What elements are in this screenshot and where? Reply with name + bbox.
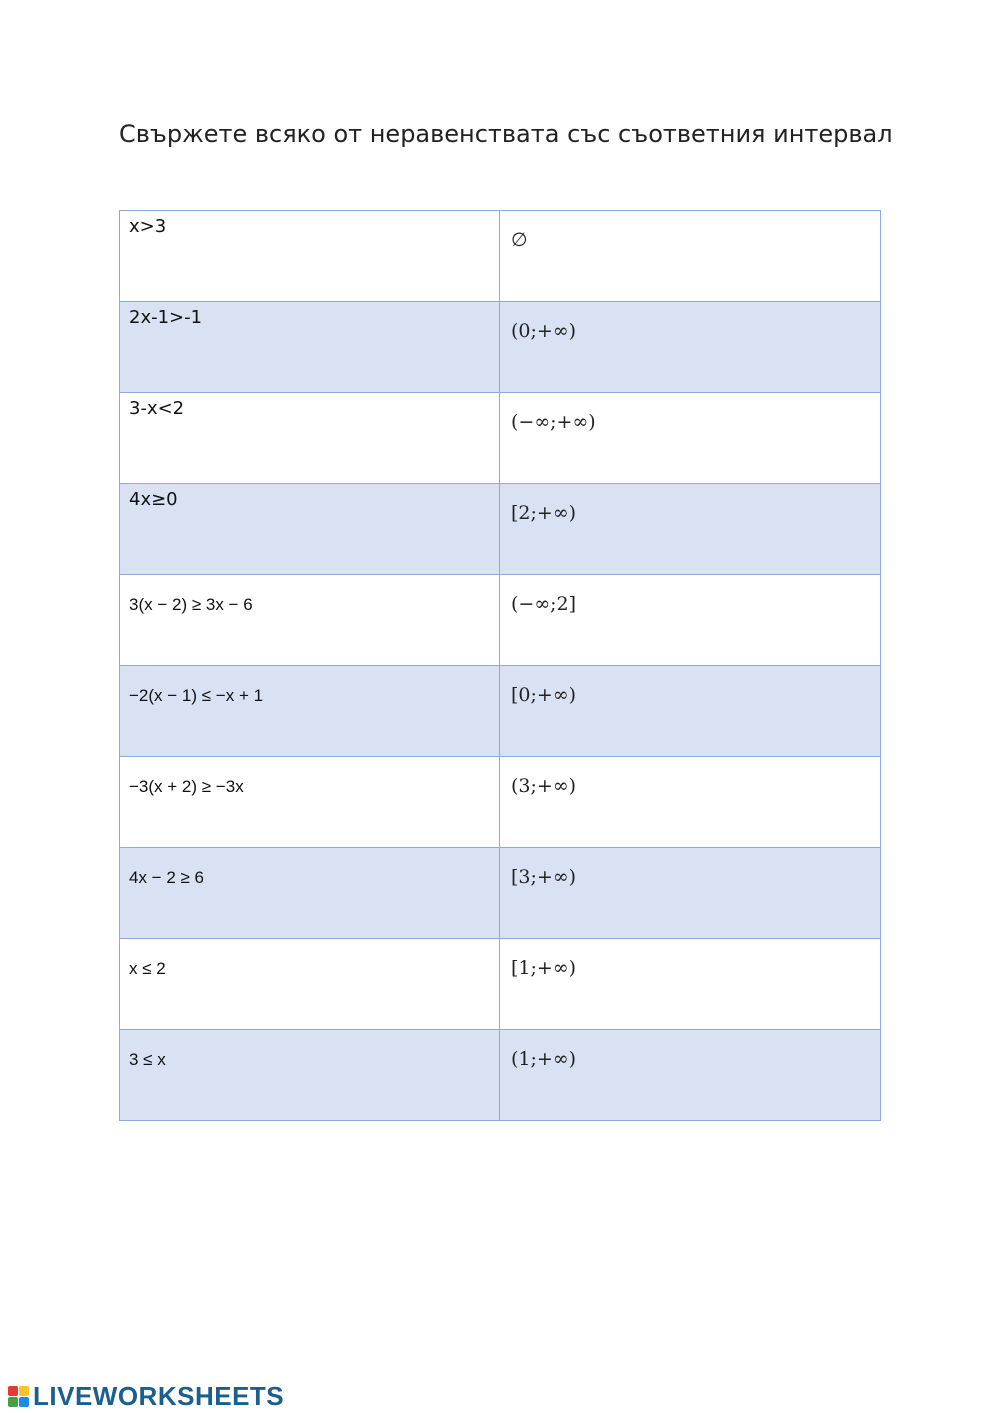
footer-brand[interactable] — [8, 1381, 284, 1411]
interval-text: [0;+∞) — [511, 684, 577, 706]
table-row — [120, 939, 881, 1030]
table-row — [120, 575, 881, 666]
inequality-text: x>3 — [129, 216, 167, 237]
inequality-cell — [120, 666, 500, 757]
inequality-cell — [120, 939, 500, 1030]
inequality-cell — [120, 757, 500, 848]
inequality-cell — [120, 393, 500, 484]
table-row — [120, 757, 881, 848]
interval-cell[interactable] — [500, 211, 881, 302]
table-row — [120, 393, 881, 484]
table-row — [120, 848, 881, 939]
interval-cell[interactable] — [500, 939, 881, 1030]
inequality-text: 3-x<2 — [129, 398, 185, 419]
interval-text: [2;+∞) — [511, 502, 577, 524]
inequality-cell — [120, 848, 500, 939]
interval-text: (3;+∞) — [511, 775, 577, 797]
table-row — [120, 666, 881, 757]
interval-cell[interactable] — [500, 1030, 881, 1121]
table-row — [120, 211, 881, 302]
inequality-text: 4x − 2 ≥ 6 — [129, 868, 205, 887]
interval-text: [3;+∞) — [511, 866, 577, 888]
inequality-text: −2(x − 1) ≤ −x + 1 — [129, 686, 264, 705]
inequality-text: −3(x + 2) ≥ −3x — [129, 777, 244, 796]
inequality-cell — [120, 211, 500, 302]
interval-text: [1;+∞) — [511, 957, 577, 979]
interval-cell[interactable] — [500, 484, 881, 575]
table-row — [120, 302, 881, 393]
brand-name: LIVEWORKSHEETS — [33, 1380, 285, 1411]
inequality-text: x ≤ 2 — [129, 959, 166, 978]
interval-text: (−∞;2] — [511, 593, 577, 615]
logo-square — [8, 1386, 18, 1396]
table-row — [120, 1030, 881, 1121]
worksheet-title: Свържете всяко от неравенствата със съответния интервал — [119, 120, 893, 148]
inequality-cell — [120, 1030, 500, 1121]
interval-cell[interactable] — [500, 302, 881, 393]
interval-text: ∅ — [511, 229, 528, 251]
matching-table — [119, 210, 881, 1121]
interval-cell[interactable] — [500, 848, 881, 939]
table-row — [120, 484, 881, 575]
interval-cell[interactable] — [500, 757, 881, 848]
interval-text: (−∞;+∞) — [511, 411, 596, 433]
interval-text: (1;+∞) — [511, 1048, 577, 1070]
inequality-text: 3 ≤ x — [129, 1050, 166, 1069]
logo-square — [8, 1397, 18, 1407]
inequality-text: 4x≥0 — [129, 489, 178, 510]
logo-square — [19, 1386, 29, 1396]
liveworksheets-logo-icon — [8, 1386, 29, 1407]
inequality-text: 2x-1>-1 — [129, 307, 203, 328]
inequality-text: 3(x − 2) ≥ 3x − 6 — [129, 595, 253, 614]
inequality-cell — [120, 575, 500, 666]
interval-cell[interactable] — [500, 666, 881, 757]
interval-cell[interactable] — [500, 575, 881, 666]
logo-square — [19, 1397, 29, 1407]
interval-text: (0;+∞) — [511, 320, 577, 342]
interval-cell[interactable] — [500, 393, 881, 484]
inequality-cell — [120, 484, 500, 575]
inequality-cell — [120, 302, 500, 393]
